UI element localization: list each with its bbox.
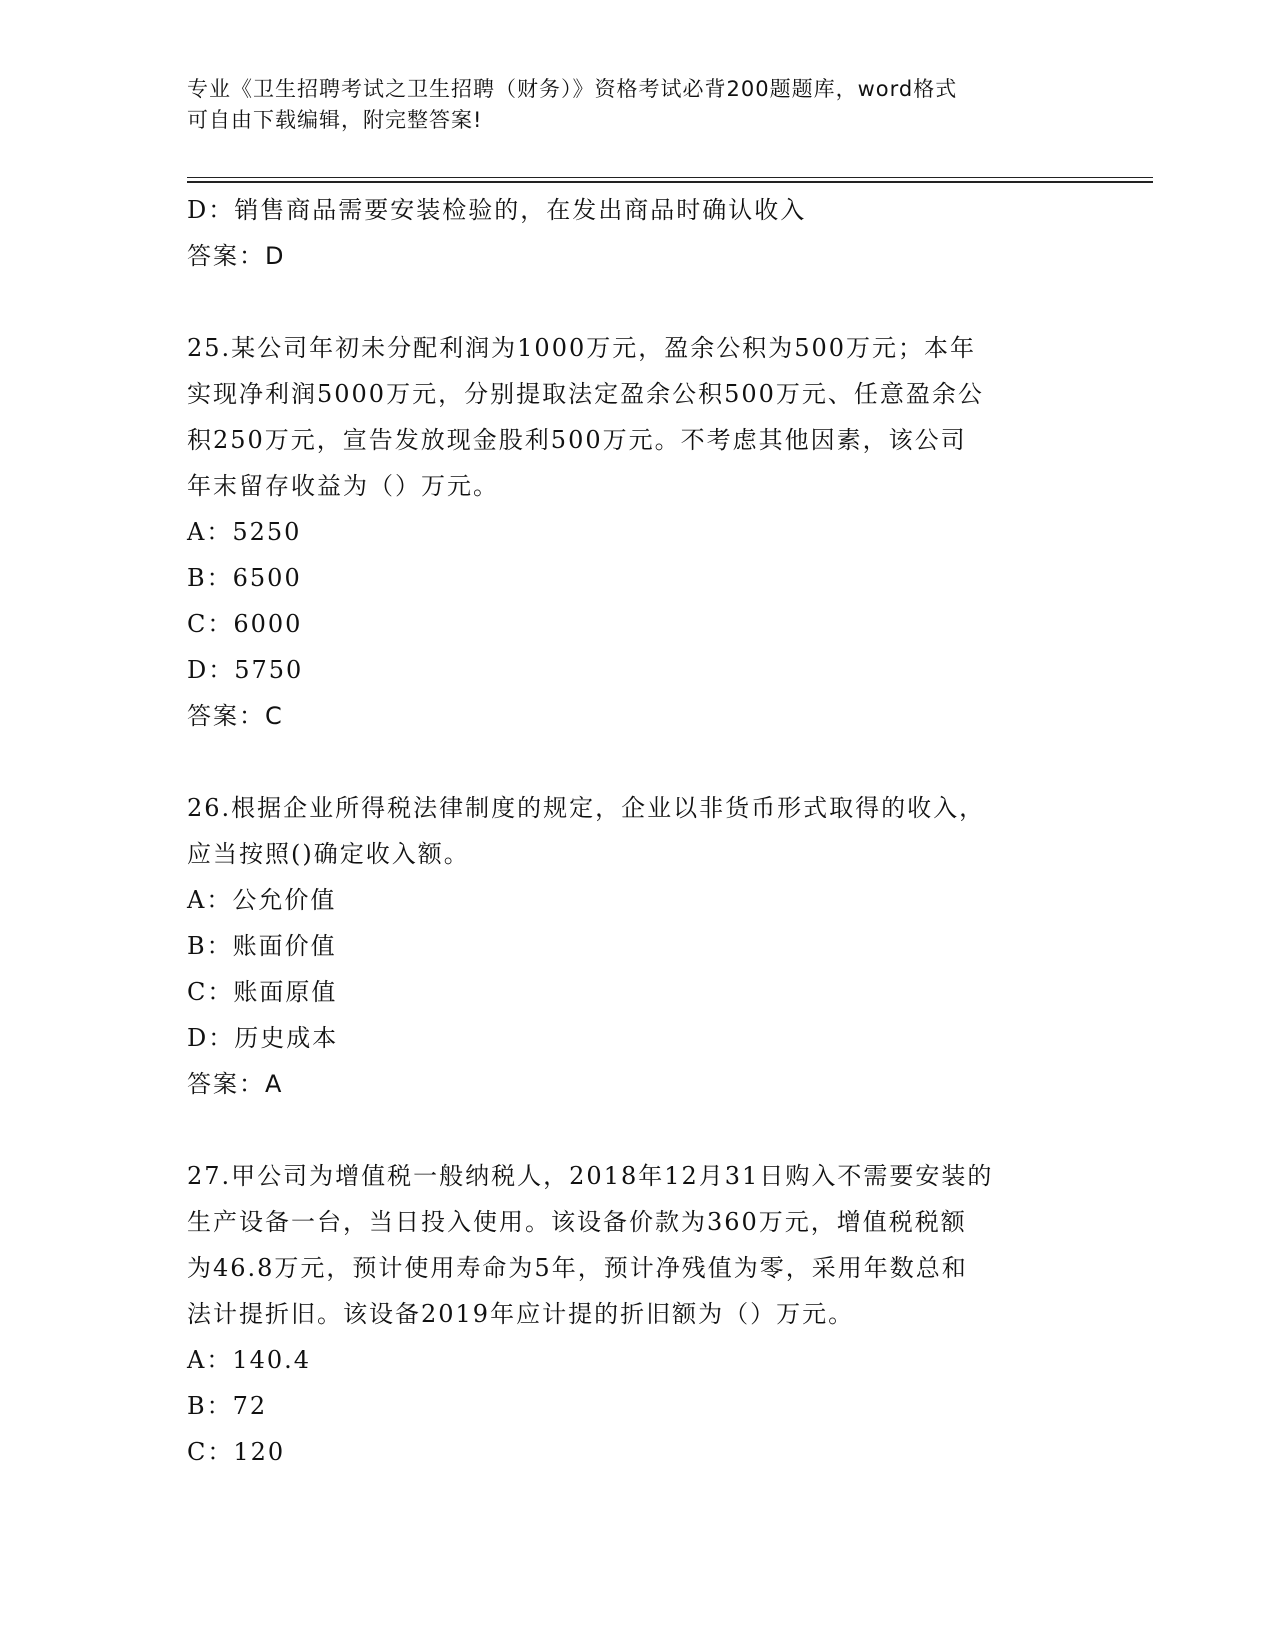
spacer	[187, 279, 1087, 325]
question-stem-line: 27.甲公司为增值税一般纳税人，2018年12月31日购入不需要安装的	[187, 1162, 994, 1190]
question-stem-line: 25.某公司年初未分配利润为1000万元，盈余公积为500万元；本年	[187, 334, 977, 362]
question-stem-line: 为46.8万元，预计使用寿命为5年，预计净残值为零，采用年数总和	[187, 1254, 968, 1282]
question-stem-line: 26.根据企业所得税法律制度的规定，企业以非货币形式取得的收入，	[187, 794, 986, 822]
question-content	[187, 187, 1087, 1475]
option-a: A：公允价值	[187, 886, 337, 914]
spacer	[187, 1107, 1087, 1153]
question-stem-line: 实现净利润5000万元，分别提取法定盈余公积500万元、任意盈余公	[187, 380, 984, 408]
question-stem-line: 应当按照()确定收入额。	[187, 840, 470, 868]
answer: 答案：C	[187, 702, 284, 730]
option-d: D：5750	[187, 656, 304, 684]
question-stem-line: 年末留存收益为（）万元。	[187, 472, 499, 500]
header-divider-thick	[187, 181, 1153, 183]
option-d: D：历史成本	[187, 1024, 339, 1052]
header-line-1: 专业《卫生招聘考试之卫生招聘（财务）》资格考试必背200题题库，word格式	[187, 77, 958, 101]
prev-option-d: D：销售商品需要安装检验的，在发出商品时确认收入	[187, 196, 807, 224]
option-b: B：账面价值	[187, 932, 337, 960]
header-divider-thin	[187, 177, 1153, 178]
document-header	[187, 74, 1067, 136]
option-a: A：140.4	[187, 1346, 312, 1374]
question-stem-line: 生产设备一台，当日投入使用。该设备价款为360万元，增值税税额	[187, 1208, 967, 1236]
header-line-2: 可自由下载编辑，附完整答案!	[187, 108, 483, 132]
option-b: B：6500	[187, 564, 302, 592]
prev-answer: 答案：D	[187, 242, 286, 270]
spacer	[187, 739, 1087, 785]
question-26	[187, 785, 1087, 1107]
question-stem-line: 法计提折旧。该设备2019年应计提的折旧额为（）万元。	[187, 1300, 855, 1328]
option-b: B：72	[187, 1392, 268, 1420]
question-25	[187, 325, 1087, 739]
option-c: C：120	[187, 1438, 286, 1466]
option-a: A：5250	[187, 518, 302, 546]
answer: 答案：A	[187, 1070, 284, 1098]
option-c: C：6000	[187, 610, 303, 638]
question-stem-line: 积250万元，宣告发放现金股利500万元。不考虑其他因素，该公司	[187, 426, 967, 454]
option-c: C：账面原值	[187, 978, 338, 1006]
question-27	[187, 1153, 1087, 1475]
